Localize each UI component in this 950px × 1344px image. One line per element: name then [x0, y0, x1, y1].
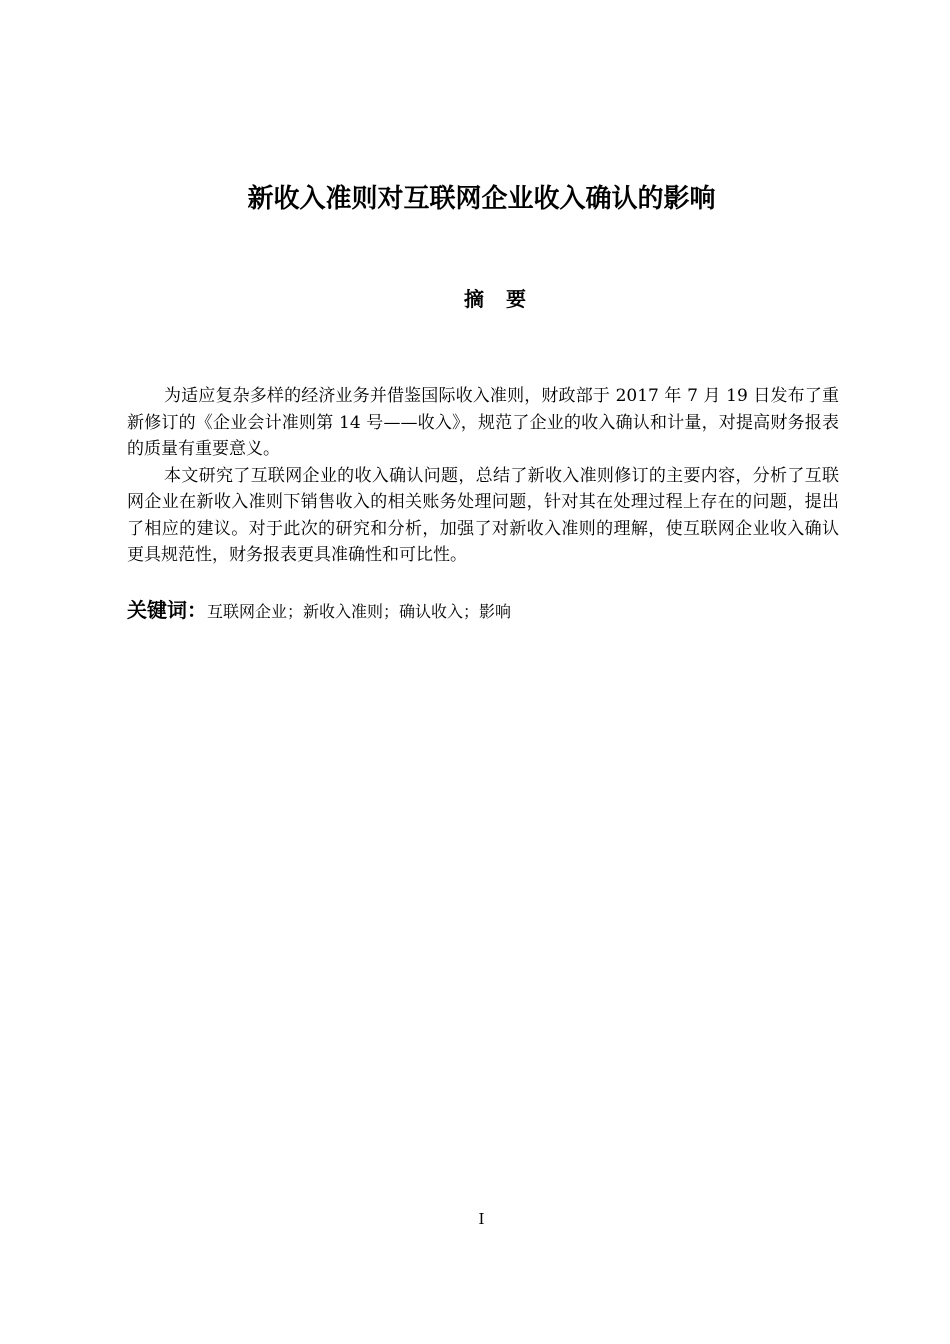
keywords-label: 关键词：: [127, 598, 207, 622]
abstract-heading: 摘要: [464, 287, 548, 311]
document-title: 新收入准则对互联网企业收入确认的影响: [247, 184, 716, 214]
page-number: I: [478, 1210, 485, 1228]
keywords-line: [127, 595, 839, 627]
abstract-body: [127, 383, 839, 569]
keywords-text: 互联网企业；新收入准则；确认收入；影响: [207, 602, 512, 621]
abstract-paragraph: 为适应复杂多样的经济业务并借鉴国际收入准则，财政部于 2017 年 7 月 19 日发布了重新修订的《企业会计准则第 14 号——收入》，规范了企业的收入确认和计量，对提高财务报表的质量有重要意义。: [127, 386, 839, 459]
abstract-paragraph: 本文研究了互联网企业的收入确认问题，总结了新收入准则修订的主要内容，分析了互联网企业在新收入准则下销售收入的相关账务处理问题，针对其在处理过程上存在的问题，提出了相应的建议。对于此次的研究和分析，加强了对新收入准则的理解，使互联网企业收入确认更具规范性，财务报表更具准确性和可比性。: [127, 465, 839, 565]
